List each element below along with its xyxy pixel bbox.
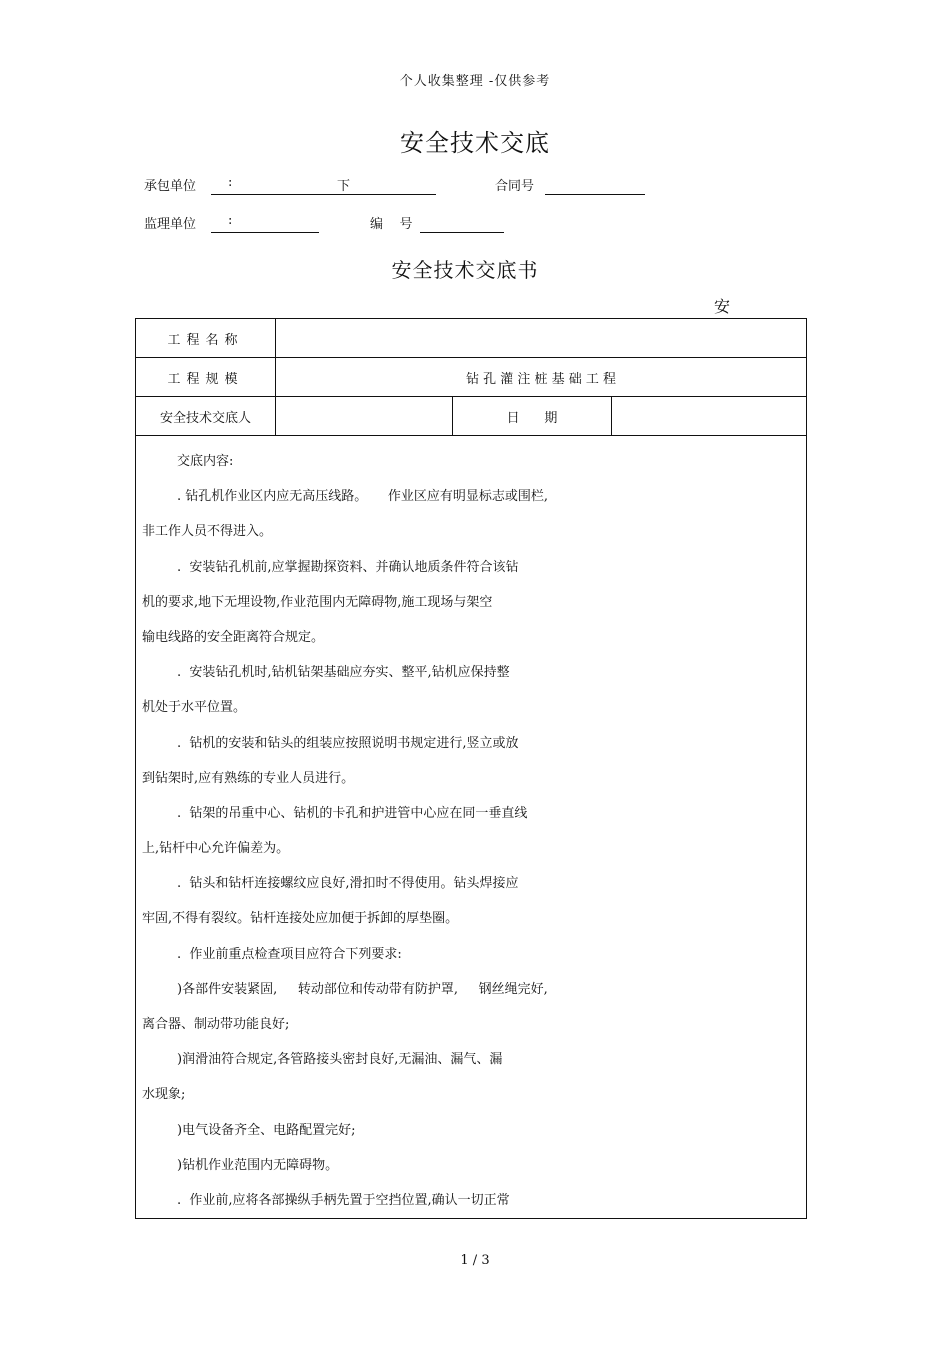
content-line: )各部件安装紧固, 转动部位和传动带有防护罩, 钢丝绳完好, [177,981,548,997]
contractor-label: 承包单位 [144,179,197,194]
project-scale-label: 工程规模 [136,358,276,397]
project-scale-value: 钻 孔 灌 注 桩 基 础 工 程 [276,358,807,397]
content-line: . 钻孔机作业区内应无高压线路。 作业区应有明显标志或围栏, [177,489,549,505]
content-line: 机处于水平位置。 [142,700,247,716]
content-line: )钻机作业范围内无障碍物。 [177,1157,339,1173]
content-line: . 钻头和钻杆连接螺纹应良好,滑扣时不得使用。钻头焊接应 [177,876,519,892]
content-line: 输电线路的安全距离符合规定。 [142,629,325,645]
briefing-table [135,318,807,1219]
date-value [612,397,807,436]
content-line: . 安装钻孔机前,应掌握勘探资料、并确认地质条件符合该钻 [177,559,519,575]
content-line: 离合器、制动带功能良好; [142,1017,290,1032]
date-label: 日 期 [453,397,612,436]
contractor-underline [211,193,436,195]
content-line: . 安装钻孔机时,钻机钻架基础应夯实、整平,钻机应保持整 [177,665,510,681]
content-line: 牢固,不得有裂纹。钻杆连接处应加便于拆卸的厚垫圈。 [142,911,459,927]
supervisor-colon: : [228,213,233,228]
number-label: 编 号 [370,217,413,232]
supervisor-underline [211,231,319,233]
contractor-value: 下 [337,179,351,194]
content-line: 交底内容: [177,454,234,469]
subtitle: 安全技术交底书 [391,258,539,282]
content-line: 到钻架时,应有熟练的专业人员进行。 [142,770,355,786]
project-name-label: 工程名称 [136,319,276,358]
project-name-value [276,319,807,358]
briefer-value [276,397,453,436]
supervisor-label: 监理单位 [144,217,197,232]
briefer-label: 安全技术交底人 [136,397,276,436]
contract-no-label: 合同号 [495,179,535,194]
page-number: 1 / 3 [460,1253,490,1268]
header-note: 个人收集整理 -仅供参考 [399,74,551,89]
stray-char: 安 [714,297,731,316]
contractor-colon: : [228,175,233,190]
content-line: . 钻架的吊重中心、钻机的卡孔和护进管中心应在同一垂直线 [177,805,528,821]
content-line: 水现象; [142,1087,186,1103]
content-line: 非工作人员不得进入。 [142,524,273,540]
content-line: )电气设备齐全、电路配置完好; [177,1122,356,1138]
contract-no-underline [545,193,645,195]
content-line: . 作业前重点检查项目应符合下列要求: [177,946,402,962]
content-line: 上,钻杆中心允许偏差为。 [142,841,290,857]
number-underline [420,231,504,233]
content-line: . 钻机的安装和钻头的组装应按照说明书规定进行,竖立或放 [177,735,519,751]
page-title: 安全技术交底 [400,129,550,157]
briefing-content [136,436,807,1219]
content-line: )润滑油符合规定,各管路接头密封良好,无漏油、漏气、漏 [177,1052,503,1068]
content-lines [136,436,806,1218]
content-line: . 作业前,应将各部操纵手柄先置于空挡位置,确认一切正常 [177,1192,510,1208]
content-line: 机的要求,地下无埋设物,作业范围内无障碍物,施工现场与架空 [142,594,493,610]
